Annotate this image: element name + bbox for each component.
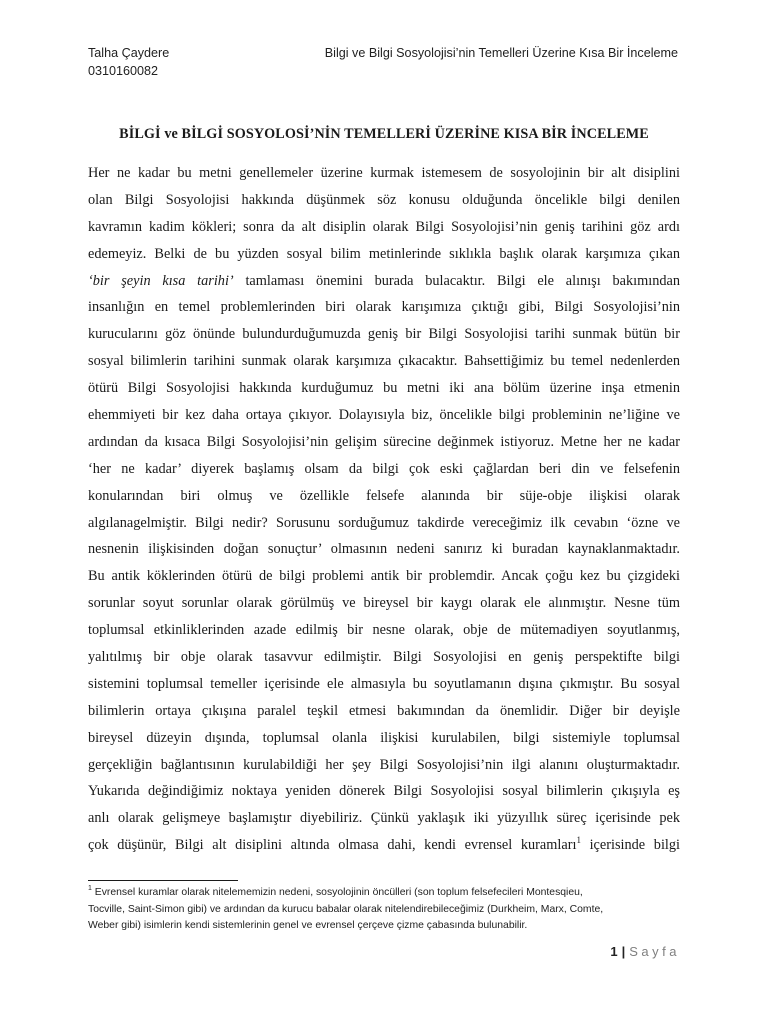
- body-line: nesnenin ilişkisinden doğan sonuçtur’ olmasının nedeni sanırız ki buradan kaynaklanmaktadır.: [88, 541, 680, 558]
- body-line: Bu antik köklerinden ötürü de bilgi problemi antik bir problemdir. Ancak çoğu kez bu çizgideki: [88, 568, 680, 585]
- body-line-italic-phrase: [88, 268, 680, 295]
- body-line: edemeyiz. Belki de bu yüzden sosyal bilim metinlerinde sıklıkla başlık olarak karşımıza çıkan: [88, 245, 680, 262]
- body-line: bireysel düzeyin dışında, toplumsal olanla ilişkisi kurulabilen, bilgi sistemiyle toplumsal: [88, 729, 680, 746]
- body-line-with-footnote: [88, 832, 680, 859]
- italic-phrase: ‘bir şeyin kısa tarihi’: [88, 272, 234, 289]
- body-line: anlı olarak gelişmeye başlamıştır diyebiliriz. Çünkü yaklaşık iki yüzyıllık süreç içerisinde pek: [88, 810, 680, 827]
- body-line: algılanagelmiştir. Bilgi nedir? Sorusunu sorduğumuz takdirde vereceğimiz ilk cevabın ‘özne ve: [88, 514, 680, 531]
- student-id: 0310160082: [88, 64, 159, 78]
- page-number: [610, 944, 680, 959]
- body-line: sorunlar soyut sorunlar olarak görülmüş ve bireysel bir kaygı olarak ele alınmıştır. Nesne tüm: [88, 595, 680, 612]
- footnote-line: Weber gibi) isimlerin kendi sistemlerinin genel ve evrensel çerçeve çizme çabasında bulunabilir.: [88, 920, 528, 932]
- body-line: kavramın kadim kökleri; sonra da alt disiplin olarak Bilgi Sosyolojisi’nin geniş tarihini göz ardı: [88, 218, 680, 235]
- running-title: Bilgi ve Bilgi Sosyolojisi’nin Temelleri Üzerine Kısa Bir İnceleme: [324, 46, 678, 60]
- document-title: BİLGİ ve BİLGİ SOSYOLOSİ’NİN TEMELLERİ ÜZERİNE KISA BİR İNCELEME: [119, 126, 649, 142]
- body-line: sosyal bilimlerin tarihini sunmak olarak karşımıza çıkacaktır. Bahsettiğimiz bu temel nedenlerden: [88, 353, 680, 370]
- body-line-after-mark: içerisinde bilgi: [580, 837, 680, 854]
- body-line-rest: tamlaması önemini burada bulacaktır. Bilgi ele alınışı bakımından: [233, 272, 680, 289]
- footnote-reference[interactable]: 1: [576, 834, 581, 845]
- body-text: [88, 160, 680, 859]
- body-line: Her ne kadar bu metni genellemeler üzerine kurmak istemesem de sosyolojinin bir alt disiplini: [88, 165, 680, 181]
- page-label: Sayfa: [629, 944, 680, 959]
- footnote-separator: [88, 880, 238, 881]
- footnote: [88, 885, 688, 935]
- body-line: insanlığın en temel problemlerinden biri olarak karışımıza çıktığı gibi, Bilgi Sosyolojisi’nin: [88, 299, 680, 316]
- body-line-before-mark: çok düşünür, Bilgi alt disiplini altında olmasa dahi, kendi evrensel kuramları: [88, 837, 577, 854]
- header-left: [88, 44, 169, 80]
- body-line: yalıtılmış bir obje olarak tasavvur edilmiştir. Bilgi Sosyolojisi en geniş perspektifte bilgi: [88, 649, 680, 666]
- body-line: sistemini toplumsal temeller içerisinde ele almasıyla bu soyutlamanın dışına çıkmıştır. Bu sosyal: [88, 675, 680, 692]
- body-line: konularından biri olmuş ve özellikle felsefe alanında bir süje-obje ilişkisi olarak: [88, 487, 680, 504]
- footnote-line: [88, 885, 688, 902]
- body-line: ardından da kısaca Bilgi Sosyolojisi’nin gelişim sürecine değinmek istiyoruz. Metne her ne kadar: [88, 433, 680, 450]
- body-line: toplumsal etkinliklerinden azade edilmiş bir nesne olarak, obje de mütemadiyen soyutlanmış,: [88, 622, 680, 639]
- footnote-text: Evrensel kuramlar olarak nitelememizin nedeni, sosyolojinin öncülleri (son toplum felsefecileri Montesqieu,: [91, 887, 583, 898]
- body-line: bilimlerin ortaya çıkışına paralel teşkil etmesi bakımından da önemlidir. Diğer bir deyişle: [88, 702, 680, 719]
- page-number-separator: |: [621, 944, 626, 959]
- body-line: gerçekliğin bağlantısının kurulabildiği her şey Bilgi Sosyolojisi’nin ilgi alanını oluşturmaktadır.: [88, 756, 680, 773]
- page-number-value: 1: [610, 944, 618, 959]
- body-line: Yukarıda değindiğimiz noktaya yeniden dönerek Bilgi Sosyolojisi sosyal bilimlerin çıkışıyla eş: [88, 783, 680, 800]
- body-line: ‘her ne kadar’ diyerek başlamış olsam da bilgi çok eski çağlardan beri din ve felsefenin: [88, 460, 680, 477]
- footnote-line: Tocville, Saint-Simon gibi) ve ardından da kurucu babalar olarak nitelendirebileceğimiz (Durkheim, Marx, Comte,: [88, 903, 604, 915]
- body-line: kurucularını göz önünde bulundurduğumuzda geniş bir Bilgi Sosyolojisi tarihi sunmak bütün bir: [88, 326, 680, 343]
- author-name: Talha Çaydere: [88, 46, 170, 60]
- body-line: ehemmiyeti bir kez daha ortaya çıkıyor. Dolayısıyla biz, öncelikle bilgi probleminin ne’liğine ve: [88, 407, 680, 424]
- footnote-mark: 1: [88, 884, 92, 892]
- body-line: olan Bilgi Sosyolojisi hakkında düşünmek söz konusu olduğunda öncelikle bilgi denilen: [88, 191, 680, 208]
- body-line: ötürü Bilgi Sosyolojisi hakkında kurduğumuz bu metni iki ana bölüm üzerine inşa etmenin: [88, 380, 680, 397]
